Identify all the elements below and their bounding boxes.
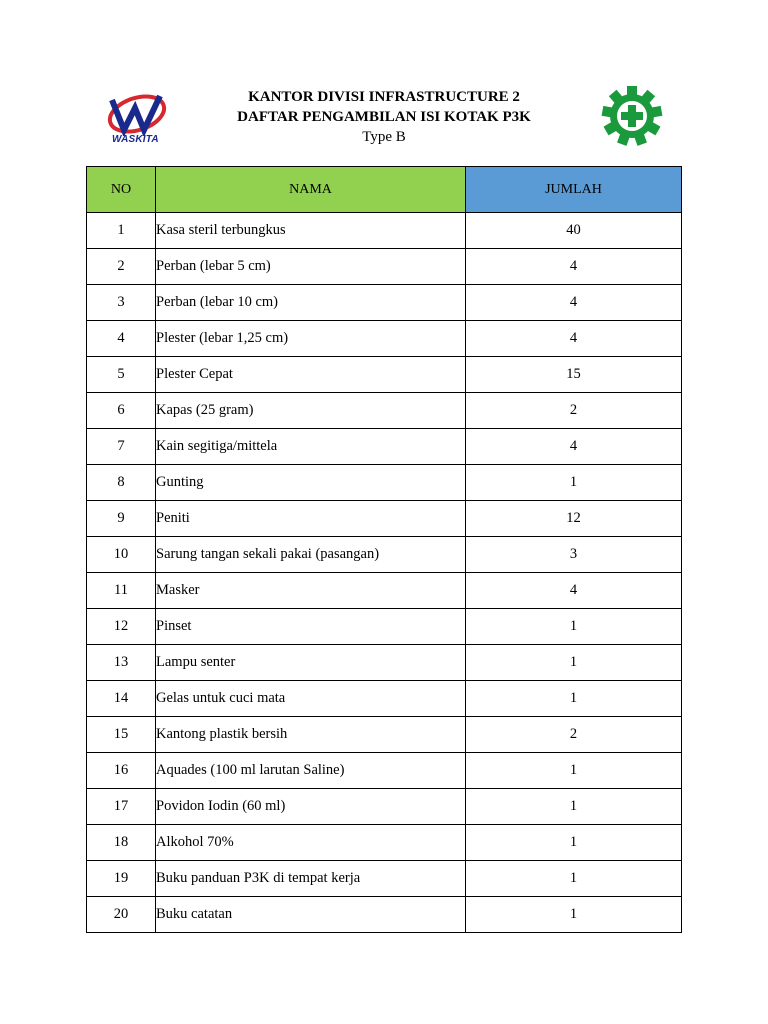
row-number: 15 bbox=[87, 717, 156, 753]
item-quantity: 2 bbox=[466, 393, 682, 429]
row-number: 14 bbox=[87, 681, 156, 717]
item-name: Kain segitiga/mittela bbox=[156, 429, 466, 465]
item-quantity: 1 bbox=[466, 753, 682, 789]
document-type: Type B bbox=[362, 129, 406, 145]
item-quantity: 1 bbox=[466, 609, 682, 645]
table-row bbox=[87, 213, 682, 249]
item-name: Masker bbox=[156, 573, 466, 609]
table-row bbox=[87, 357, 682, 393]
item-name: Gelas untuk cuci mata bbox=[156, 681, 466, 717]
table-row bbox=[87, 249, 682, 285]
item-quantity: 1 bbox=[466, 789, 682, 825]
table-row bbox=[87, 429, 682, 465]
item-name: Povidon Iodin (60 ml) bbox=[156, 789, 466, 825]
row-number: 5 bbox=[87, 357, 156, 393]
table-row bbox=[87, 825, 682, 861]
item-name: Kasa steril terbungkus bbox=[156, 213, 466, 249]
item-quantity: 40 bbox=[466, 213, 682, 249]
table-row bbox=[87, 321, 682, 357]
table-row bbox=[87, 753, 682, 789]
item-quantity: 3 bbox=[466, 537, 682, 573]
table-row bbox=[87, 717, 682, 753]
item-name: Perban (lebar 10 cm) bbox=[156, 285, 466, 321]
table-row bbox=[87, 609, 682, 645]
item-name: Alkohol 70% bbox=[156, 825, 466, 861]
waskita-brand-text: WASKITA bbox=[112, 134, 159, 145]
row-number: 10 bbox=[87, 537, 156, 573]
item-name: Aquades (100 ml larutan Saline) bbox=[156, 753, 466, 789]
column-header-no: NO bbox=[87, 167, 156, 213]
item-name: Buku catatan bbox=[156, 897, 466, 933]
item-name: Kantong plastik bersih bbox=[156, 717, 466, 753]
item-quantity: 4 bbox=[466, 429, 682, 465]
row-number: 3 bbox=[87, 285, 156, 321]
item-quantity: 1 bbox=[466, 465, 682, 501]
table-row bbox=[87, 861, 682, 897]
k3-gear-cross-icon bbox=[600, 86, 664, 146]
row-number: 9 bbox=[87, 501, 156, 537]
row-number: 7 bbox=[87, 429, 156, 465]
row-number: 13 bbox=[87, 645, 156, 681]
row-number: 18 bbox=[87, 825, 156, 861]
item-quantity: 4 bbox=[466, 285, 682, 321]
document-header bbox=[200, 87, 568, 147]
row-number: 12 bbox=[87, 609, 156, 645]
item-quantity: 2 bbox=[466, 717, 682, 753]
row-number: 20 bbox=[87, 897, 156, 933]
item-name: Gunting bbox=[156, 465, 466, 501]
p3k-table bbox=[86, 166, 682, 933]
item-quantity: 4 bbox=[466, 249, 682, 285]
row-number: 4 bbox=[87, 321, 156, 357]
item-name: Kapas (25 gram) bbox=[156, 393, 466, 429]
table-row bbox=[87, 573, 682, 609]
item-name: Perban (lebar 5 cm) bbox=[156, 249, 466, 285]
item-quantity: 4 bbox=[466, 573, 682, 609]
row-number: 8 bbox=[87, 465, 156, 501]
item-quantity: 15 bbox=[466, 357, 682, 393]
row-number: 16 bbox=[87, 753, 156, 789]
row-number: 19 bbox=[87, 861, 156, 897]
item-quantity: 1 bbox=[466, 645, 682, 681]
item-name: Peniti bbox=[156, 501, 466, 537]
table-row bbox=[87, 537, 682, 573]
table-row bbox=[87, 465, 682, 501]
waskita-w-icon bbox=[104, 90, 170, 136]
item-quantity: 1 bbox=[466, 861, 682, 897]
item-name: Plester (lebar 1,25 cm) bbox=[156, 321, 466, 357]
item-name: Plester Cepat bbox=[156, 357, 466, 393]
item-quantity: 1 bbox=[466, 825, 682, 861]
item-name: Pinset bbox=[156, 609, 466, 645]
table-row bbox=[87, 645, 682, 681]
table-row bbox=[87, 501, 682, 537]
row-number: 2 bbox=[87, 249, 156, 285]
table-row bbox=[87, 897, 682, 933]
item-quantity: 12 bbox=[466, 501, 682, 537]
item-name: Lampu senter bbox=[156, 645, 466, 681]
waskita-logo bbox=[104, 90, 170, 148]
column-header-jumlah: JUMLAH bbox=[466, 167, 682, 213]
item-quantity: 1 bbox=[466, 897, 682, 933]
row-number: 11 bbox=[87, 573, 156, 609]
document-title: DAFTAR PENGAMBILAN ISI KOTAK P3K bbox=[237, 109, 531, 125]
item-quantity: 1 bbox=[466, 681, 682, 717]
table-row bbox=[87, 789, 682, 825]
row-number: 17 bbox=[87, 789, 156, 825]
item-name: Sarung tangan sekali pakai (pasangan) bbox=[156, 537, 466, 573]
item-name: Buku panduan P3K di tempat kerja bbox=[156, 861, 466, 897]
row-number: 6 bbox=[87, 393, 156, 429]
office-title: KANTOR DIVISI INFRASTRUCTURE 2 bbox=[248, 89, 520, 105]
table-row bbox=[87, 393, 682, 429]
table-row bbox=[87, 681, 682, 717]
table-header-row bbox=[87, 167, 682, 213]
table-row bbox=[87, 285, 682, 321]
k3-logo bbox=[600, 86, 664, 146]
column-header-nama: NAMA bbox=[156, 167, 466, 213]
item-quantity: 4 bbox=[466, 321, 682, 357]
row-number: 1 bbox=[87, 213, 156, 249]
